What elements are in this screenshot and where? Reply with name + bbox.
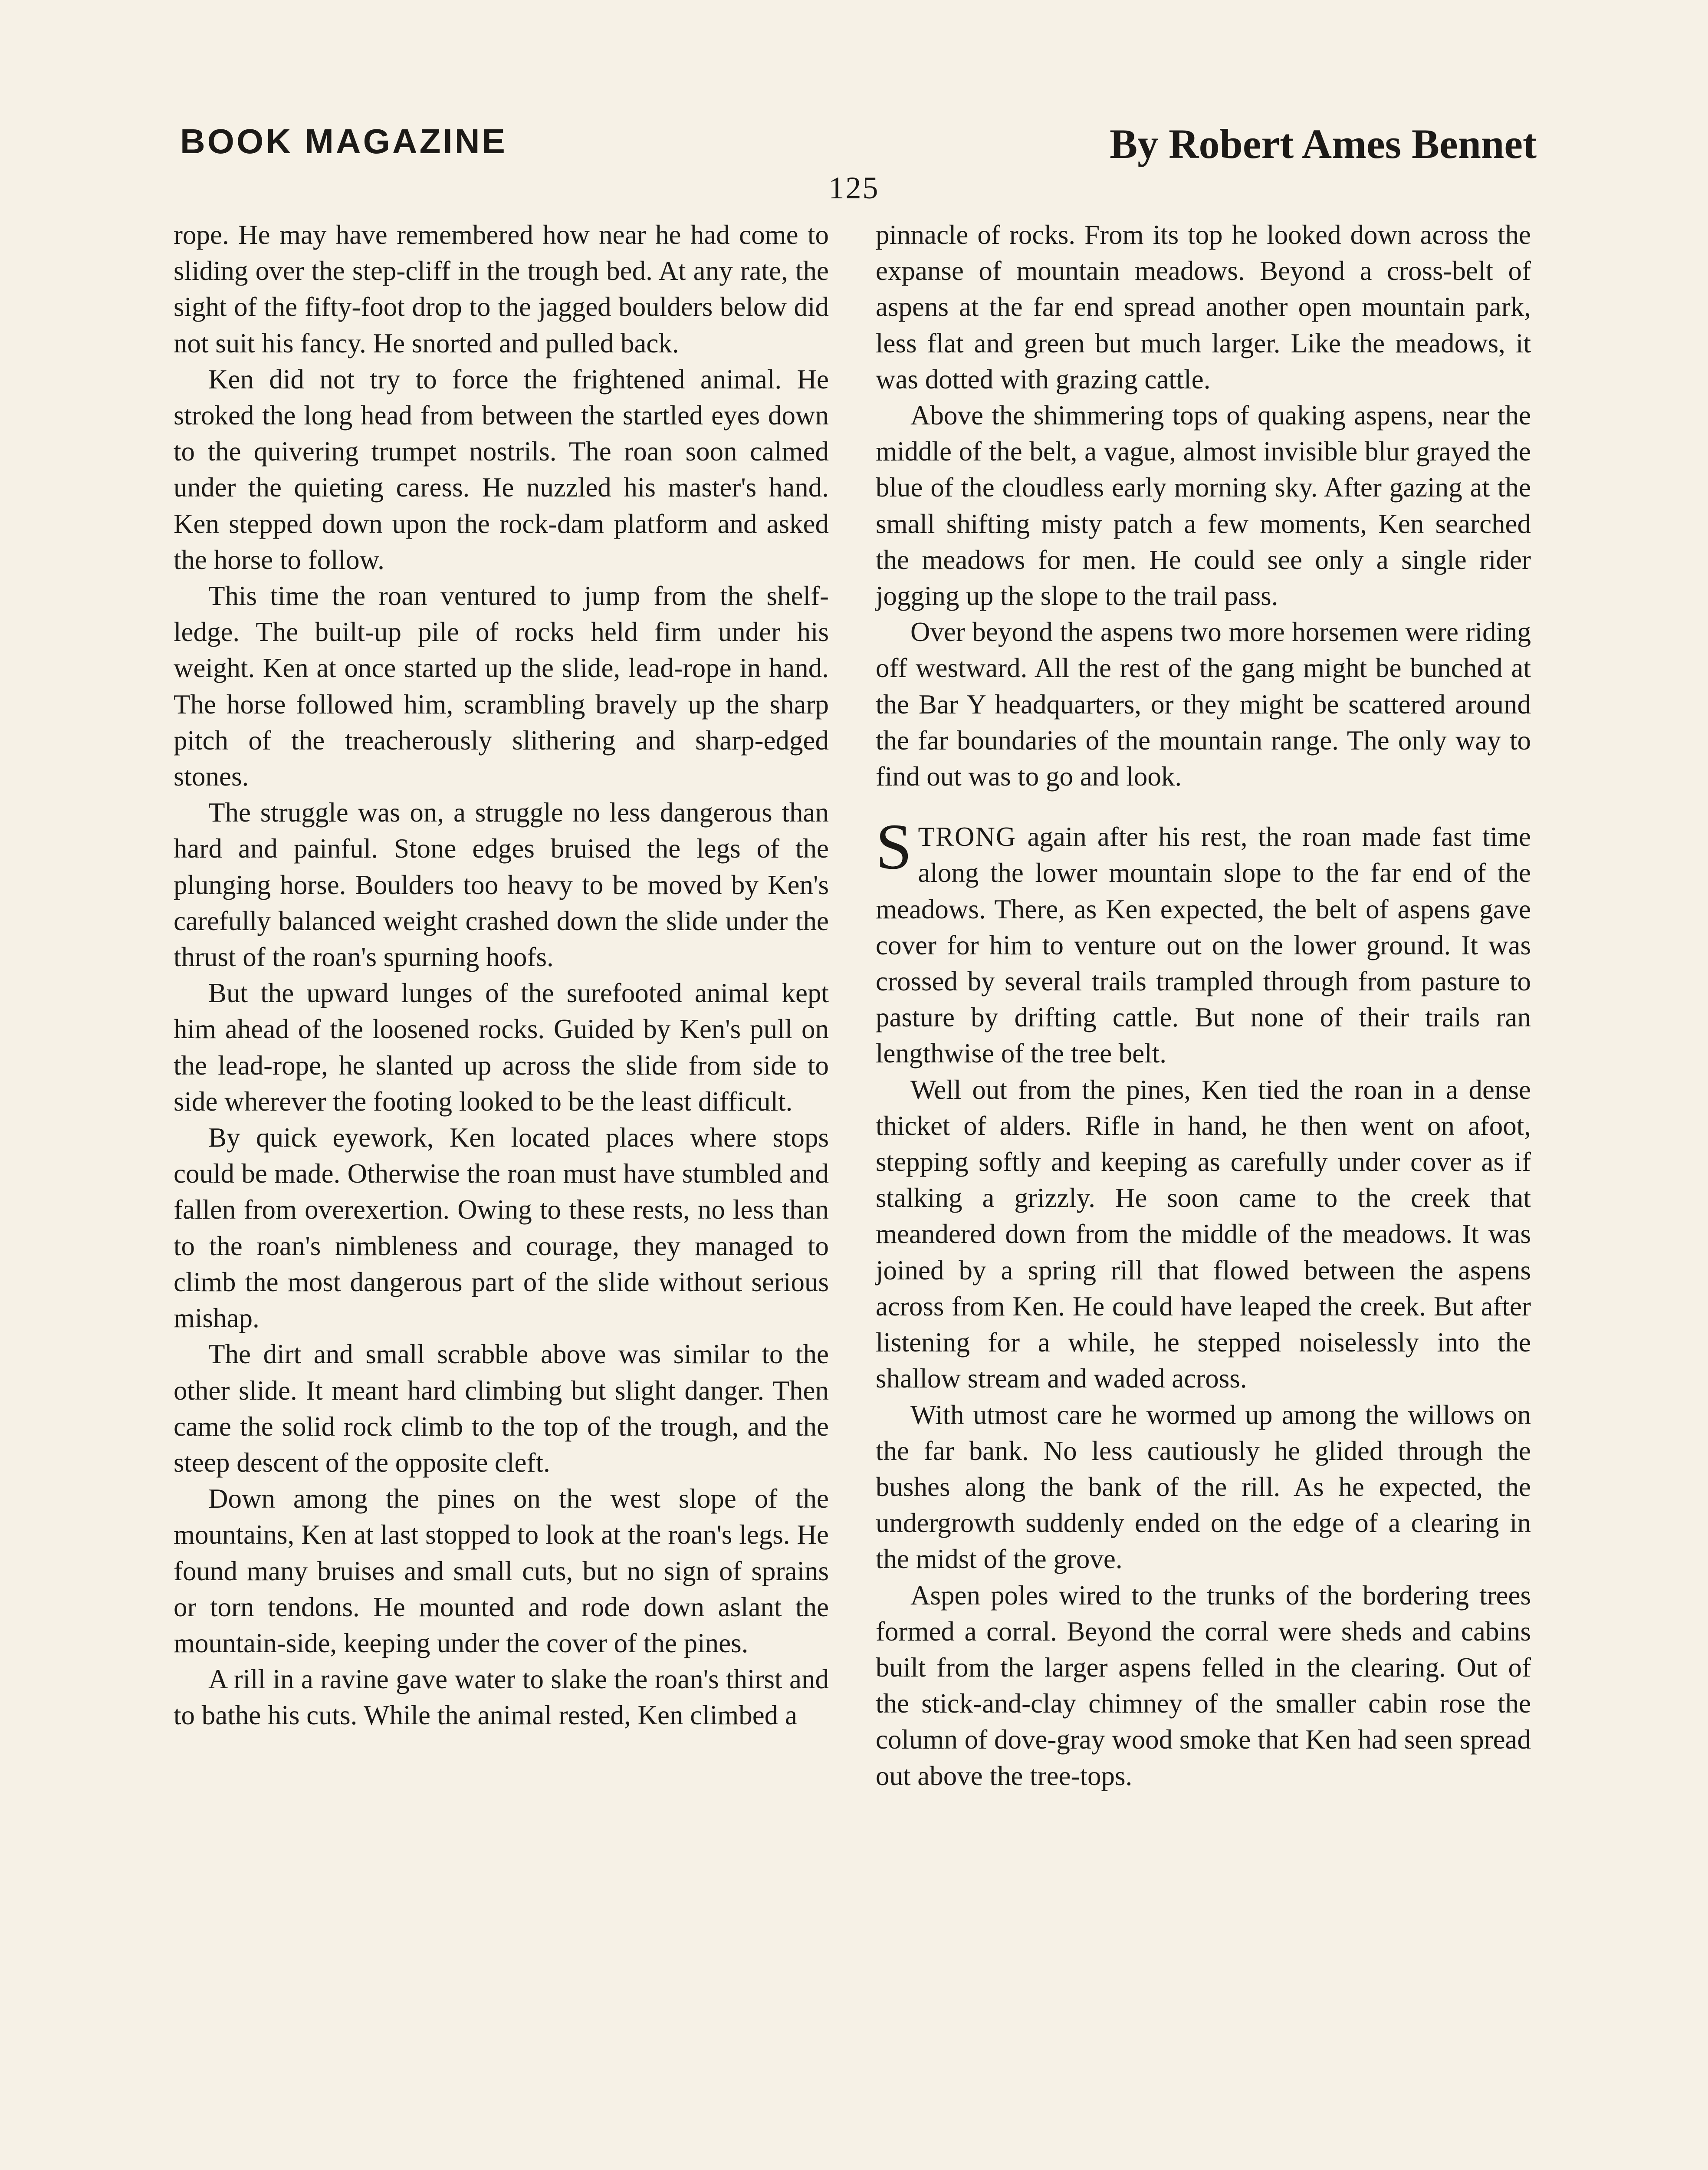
paragraph: rope. He may have remembered how near he had come to sliding over the step-cliff in the trough bed. At any rate, the sight of the fifty-foot drop to the jagged boulders below did not suit his fancy. He snorted and pulled back. (174, 220, 829, 358)
paragraph: The dirt and small scrabble above was similar to the other slide. It meant hard climbing but slight danger. Then came the solid rock climb to the top of the trough, and the steep descent of the opposite cleft. (174, 1339, 829, 1478)
paragraph: Ken did not try to force the frightened animal. He stroked the long head from between the startled eyes down to the quivering trumpet nostrils. The roan soon calmed under the quieting caress. He nuzzled his master's hand. Ken stepped down upon the rock-dam platform and asked the horse to follow. (174, 364, 829, 575)
paragraph: Aspen poles wired to the trunks of the bordering trees formed a corral. Beyond the corral were sheds and cabins built from the larger aspens felled in the clearing. Out of the stick-and-clay chimney of the smaller cabin rose the column of dove-gray wood smoke that Ken had seen spread out above the tree-tops. (876, 1580, 1531, 1791)
paragraph: Above the shimmering tops of quaking aspens, near the middle of the belt, a vague, almost invisible blur grayed the blue of the cloudless early morning sky. After gazing at the small shifting misty patch a few moments, Ken searched the meadows for men. He could see only a single rider jogging up the slope to the trail pass. (876, 400, 1531, 612)
paragraph: The struggle was on, a struggle no less dangerous than hard and painful. Stone edges bruised the legs of the plunging horse. Boulders too heavy to be moved by Ken's carefully balanced weight crashed down the slide under the thrust of the roan's spurning hoofs. (174, 797, 829, 973)
page-number: 125 (828, 171, 880, 205)
magazine-title: BOOK MAGAZINE (180, 122, 507, 161)
opening-text: again after his rest, the roan made fast time along the lower mountain slope to the far end of the meadows. There, as Ken expected, the belt of aspens gave cover for him to venture out on the lower ground. It was crossed by several trails trampled through from pasture to pasture by drifting cattle. But none of their trails ran lengthwise of the tree belt. (876, 822, 1531, 1069)
paragraph: But the upward lunges of the surefooted animal kept him ahead of the loosened rocks. Guided by Ken's pull on the lead-rope, he slanted up across the slide from side to side wherever the footing looked to be the least difficult. (174, 978, 829, 1117)
paragraph: This time the roan ventured to jump from the shelf-ledge. The built-up pile of rocks held firm under his weight. Ken at once started up the slide, lead-rope in hand. The horse followed him, scrambling bravely up the sharp pitch of the treacherously slithering and sharp-edged stones. (174, 581, 829, 792)
drop-cap: S (876, 811, 912, 883)
section-opening-paragraph (876, 811, 1531, 1072)
paragraph: A rill in a ravine gave water to slake the roan's thirst and to bathe his cuts. While the animal rested, Ken climbed a (174, 1664, 829, 1731)
paragraph: Over beyond the aspens two more horsemen were riding off westward. All the rest of the gang might be bunched at the Bar Y headquarters, or they might be scattered around the far boundaries of the mountain range. The only way to find out was to go and look. (876, 617, 1531, 792)
paragraph: With utmost care he wormed up among the willows on the far bank. No less cautiously he glided through the bushes along the bank of the rill. As he expected, the undergrowth suddenly ended on the edge of a clearing in the midst of the grove. (876, 1399, 1531, 1575)
paragraph: By quick eyework, Ken located places where stops could be made. Otherwise the roan must have stumbled and fallen from overexertion. Owing to these rests, no less than to the roan's nimbleness and courage, they managed to climb the most dangerous part of the slide without serious mishap. (174, 1122, 829, 1334)
page-header (180, 122, 1537, 174)
author-byline: By Robert Ames Bennet (1110, 121, 1537, 167)
paragraph: Well out from the pines, Ken tied the roan in a dense thicket of alders. Rifle in hand, he then went on afoot, stepping softly and keeping as carefully under cover as if stalking a grizzly. He soon came to the creek that meandered down from the middle of the meadows. It was joined by a spring rill that flowed between the aspens across from Ken. He could have leaped the creek. But after listening for a while, he stepped noiselessly into the shallow stream and waded across. (876, 1074, 1531, 1394)
left-column (174, 217, 829, 1734)
opening-caps: TRONG (918, 822, 1017, 852)
paragraph: pinnacle of rocks. From its top he looked down across the expanse of mountain meadows. Beyond a cross-belt of aspens at the far end spread another open mountain park, less flat and green but much larger. Like the meadows, it was dotted with grazing cattle. (876, 220, 1531, 395)
right-column (876, 217, 1531, 1794)
paragraph: Down among the pines on the west slope of the mountains, Ken at last stopped to look at the roan's legs. He found many bruises and small cuts, but no sign of sprains or torn tendons. He mounted and rode down aslant the mountain-side, keeping under the cover of the pines. (174, 1483, 829, 1658)
